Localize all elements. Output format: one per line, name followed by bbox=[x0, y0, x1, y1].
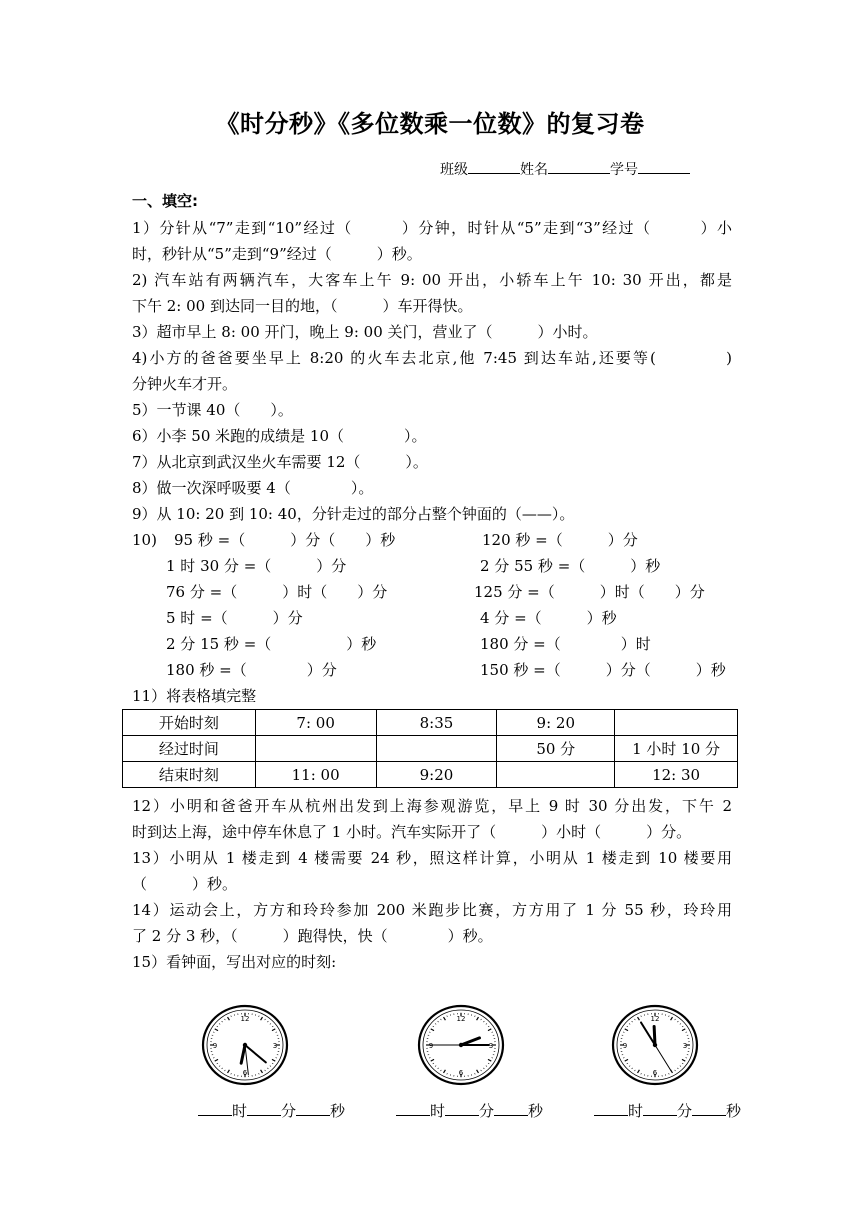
q15-line: 15）看钟面，写出对应的时刻: bbox=[132, 953, 337, 971]
hour-blank[interactable] bbox=[198, 1101, 232, 1116]
q10-right-item: 2 分 55 秒 =（ ）秒 bbox=[480, 557, 661, 575]
clock-center bbox=[653, 1043, 657, 1047]
section-heading: 一、填空: bbox=[132, 192, 198, 210]
time-table bbox=[122, 709, 738, 788]
minute-blank[interactable] bbox=[643, 1101, 677, 1116]
clock-number: 9 bbox=[212, 1042, 218, 1050]
clock-answer-2 bbox=[396, 1100, 543, 1121]
table-cell: 8:35 bbox=[376, 710, 497, 736]
q8-line: 8）做一次深呼吸要 4（ ）。 bbox=[132, 479, 374, 497]
table-row-label: 经过时间 bbox=[123, 736, 256, 762]
q3-line: 3）超市早上 8: 00 开门，晚上 9: 00 关门，营业了（ ）小时。 bbox=[132, 323, 598, 341]
clock-number: 3 bbox=[682, 1042, 688, 1050]
clock-center bbox=[459, 1043, 463, 1047]
student-info bbox=[440, 159, 690, 179]
second-label: 秒 bbox=[330, 1102, 346, 1120]
q10-right-item: 4 分 =（ ）秒 bbox=[480, 609, 617, 627]
q10-left-item: 76 分 =（ ）时（ ）分 bbox=[166, 583, 388, 601]
hour-label: 时 bbox=[628, 1102, 644, 1120]
table-row-label: 结束时刻 bbox=[123, 762, 256, 788]
q7-line: 7）从北京到武汉坐火车需要 12（ ）。 bbox=[132, 453, 428, 471]
hour-label: 时 bbox=[430, 1102, 446, 1120]
name-blank[interactable] bbox=[548, 159, 610, 174]
clock-number: 6 bbox=[458, 1069, 464, 1077]
id-blank[interactable] bbox=[638, 159, 690, 174]
clock-number: 12 bbox=[240, 1015, 250, 1023]
clock-center bbox=[243, 1043, 247, 1047]
q10-right-item: 180 分 =（ ）时 bbox=[480, 635, 651, 653]
q4-line2: 分钟火车才开。 bbox=[132, 375, 238, 393]
table-cell-blank[interactable] bbox=[615, 710, 738, 736]
q10-right-item: 120 秒 =（ ）分 bbox=[482, 531, 638, 549]
clock-number: 12 bbox=[650, 1015, 660, 1023]
clock-answer-3 bbox=[594, 1100, 741, 1121]
table-row bbox=[123, 762, 738, 788]
minute-label: 分 bbox=[677, 1102, 693, 1120]
second-blank[interactable] bbox=[692, 1101, 726, 1116]
q10-number: 10) bbox=[132, 531, 157, 549]
table-cell-blank[interactable] bbox=[376, 736, 497, 762]
table-cell: 1 小时 10 分 bbox=[615, 736, 738, 762]
clock-number: 3 bbox=[488, 1042, 494, 1050]
clock-face bbox=[416, 1003, 506, 1087]
table-cell-blank[interactable] bbox=[255, 736, 376, 762]
q10-left-item: 95 秒 =（ ）分（ ）秒 bbox=[174, 531, 396, 549]
q13-line2: （ ）秒。 bbox=[132, 875, 238, 893]
table-cell-blank[interactable] bbox=[497, 762, 615, 788]
second-blank[interactable] bbox=[494, 1101, 528, 1116]
table-cell: 50 分 bbox=[497, 736, 615, 762]
table-cell: 9: 20 bbox=[497, 710, 615, 736]
clock-number: 9 bbox=[428, 1042, 434, 1050]
q13-line1: 13）小明从 1 楼走到 4 楼需要 24 秒，照这样计算，小明从 1 楼走到 10 楼要用 bbox=[132, 849, 732, 867]
clock-face bbox=[200, 1003, 290, 1087]
q10-left-item: 5 时 =（ ）分 bbox=[166, 609, 303, 627]
id-label: 学号 bbox=[610, 162, 638, 178]
table-row bbox=[123, 710, 738, 736]
second-label: 秒 bbox=[726, 1102, 742, 1120]
q11-line: 11）将表格填完整 bbox=[132, 687, 257, 705]
q2-line2: 下午 2: 00 到达同一目的地，（ ）车开得快。 bbox=[132, 297, 473, 315]
q10-right-item: 150 秒 =（ ）分（ ）秒 bbox=[480, 661, 726, 679]
q12-line2: 时到达上海，途中停车休息了 1 小时。汽车实际开了（ ）小时（ ）分。 bbox=[132, 823, 692, 841]
q4-line1: 4)小方的爸爸要坐早上 8:20 的火车去北京,他 7:45 到达车站,还要等( ) bbox=[132, 349, 732, 367]
q10-left-item: 180 秒 =（ ）分 bbox=[166, 661, 337, 679]
table-cell: 11: 00 bbox=[255, 762, 376, 788]
clock-number: 6 bbox=[652, 1069, 658, 1077]
second-label: 秒 bbox=[528, 1102, 544, 1120]
q2-line1: 2) 汽车站有两辆汽车，大客车上午 9: 00 开出，小轿车上午 10: 30 开出，都是 bbox=[132, 271, 732, 289]
minute-blank[interactable] bbox=[247, 1101, 281, 1116]
q9-line: 9）从 10: 20 到 10: 40，分针走过的部分占整个钟面的（——）。 bbox=[132, 505, 575, 523]
hour-label: 时 bbox=[232, 1102, 248, 1120]
hour-blank[interactable] bbox=[396, 1101, 430, 1116]
minute-blank[interactable] bbox=[445, 1101, 479, 1116]
q14-line2: 了 2 分 3 秒，（ ）跑得快，快（ ）秒。 bbox=[132, 927, 493, 945]
clock-answer-1 bbox=[198, 1100, 345, 1121]
class-label: 班级 bbox=[440, 162, 468, 178]
q12-line1: 12）小明和爸爸开车从杭州出发到上海参观游览，早上 9 时 30 分出发，下午 2 bbox=[132, 797, 732, 815]
clock-number: 3 bbox=[272, 1042, 278, 1050]
name-label: 姓名 bbox=[520, 162, 548, 178]
clock-number: 12 bbox=[456, 1015, 466, 1023]
class-blank[interactable] bbox=[468, 159, 520, 174]
worksheet-title: 《时分秒》《多位数乘一位数》的复习卷 bbox=[215, 110, 645, 138]
q5-line: 5）一节课 40（ ）。 bbox=[132, 401, 293, 419]
table-cell: 9:20 bbox=[376, 762, 497, 788]
q1-line2: 时，秒针从“5”走到“9”经过（ ）秒。 bbox=[132, 245, 422, 263]
q10-right-item: 125 分 =（ ）时（ ）分 bbox=[474, 583, 705, 601]
q10-left-item: 2 分 15 秒 =（ ）秒 bbox=[166, 635, 377, 653]
hour-blank[interactable] bbox=[594, 1101, 628, 1116]
table-row-label: 开始时刻 bbox=[123, 710, 256, 736]
second-blank[interactable] bbox=[296, 1101, 330, 1116]
q1-line1: 1）分针从“7”走到“10”经过（ ）分钟，时针从“5”走到“3”经过（ ）小 bbox=[132, 219, 732, 237]
table-cell: 12: 30 bbox=[615, 762, 738, 788]
clock-number: 9 bbox=[622, 1042, 628, 1050]
clock-face bbox=[610, 1003, 700, 1087]
table-cell: 7: 00 bbox=[255, 710, 376, 736]
q14-line1: 14）运动会上，方方和玲玲参加 200 米跑步比赛，方方用了 1 分 55 秒，玲玲用 bbox=[132, 901, 732, 919]
minute-label: 分 bbox=[281, 1102, 297, 1120]
q10-left-item: 1 时 30 分 =（ ）分 bbox=[166, 557, 347, 575]
minute-label: 分 bbox=[479, 1102, 495, 1120]
clock-number: 6 bbox=[242, 1069, 248, 1077]
q6-line: 6）小李 50 米跑的成绩是 10（ ）。 bbox=[132, 427, 427, 445]
table-row bbox=[123, 736, 738, 762]
